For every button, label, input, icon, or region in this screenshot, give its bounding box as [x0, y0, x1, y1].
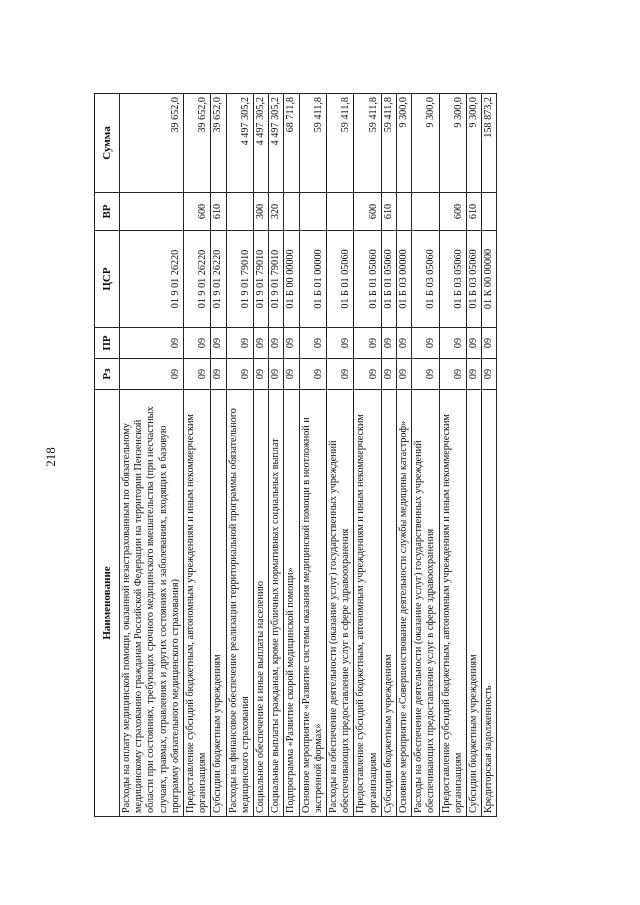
table-row [381, 94, 396, 817]
cell-name: Основное мероприятие «Совершенствование деятельности службы медицины катастроф» [397, 390, 412, 817]
header-vr: ВР [95, 193, 120, 231]
cell-csr: 01 Б 03 05060 [467, 231, 482, 328]
cell-vr [397, 193, 412, 231]
cell-name: Субсидии бюджетным учреждениям [211, 390, 226, 817]
cell-csr: 01 Б 01 05060 [327, 231, 354, 328]
cell-rz: 09 [397, 359, 412, 390]
cell-sum: 39 652,0 [211, 94, 226, 193]
cell-vr [226, 193, 253, 231]
table-row [327, 94, 354, 817]
rotated-table-container [94, 94, 550, 817]
cell-name: Субсидии бюджетным учреждениям [467, 390, 482, 817]
cell-rz: 09 [254, 359, 269, 390]
cell-name: Расходы на оплату медицинской помощи, оказанной незастрахованным по обязательному медицинскому страхованию гражданам Российской Федерации на территории Пензенской области при состояниях, требующих срочного медицинского вмешательства (при несчастных случаях, травмах, отравлениях и других состояниях и заболеваниях, входящих в базовую программу обязательного медицинского страхования) [120, 390, 184, 817]
cell-pr: 09 [439, 328, 466, 359]
cell-rz: 09 [439, 359, 466, 390]
cell-name: Субсидии бюджетным учреждениям [381, 390, 396, 817]
cell-vr: 610 [467, 193, 482, 231]
table-row [184, 94, 211, 817]
cell-pr: 09 [327, 328, 354, 359]
cell-rz: 09 [211, 359, 226, 390]
table-row [299, 94, 326, 817]
cell-sum: 4 497 305,2 [254, 94, 269, 193]
rotated-page-content [94, 94, 550, 817]
table-row [211, 94, 226, 817]
cell-pr: 09 [184, 328, 211, 359]
cell-csr: 01 К 00 00000 [482, 231, 497, 328]
cell-pr: 09 [226, 328, 253, 359]
cell-name: Расходы на обеспечение деятельности (оказание услуг) государственных учреждений обеспечивающих предоставление услуг в сфере здравоохранения [412, 390, 439, 817]
cell-vr: 600 [184, 193, 211, 231]
table-row [439, 94, 466, 817]
cell-name: Предоставление субсидий бюджетным, автономным учреждениям и иным некоммерческим организациям [354, 390, 381, 817]
cell-vr: 610 [381, 193, 396, 231]
cell-name: Подпрограмма «Развитие скорой медицинской помощи» [284, 390, 299, 817]
cell-pr: 09 [269, 328, 284, 359]
cell-rz: 09 [120, 359, 184, 390]
cell-name: Социальное обеспечение и иные выплаты населению [254, 390, 269, 817]
cell-vr [299, 193, 326, 231]
cell-pr: 09 [211, 328, 226, 359]
cell-sum: 39 652,0 [120, 94, 184, 193]
cell-sum: 9 300,0 [467, 94, 482, 193]
cell-sum: 4 497 305,2 [269, 94, 284, 193]
cell-pr: 09 [482, 328, 497, 359]
cell-sum: 59 411,8 [381, 94, 396, 193]
cell-sum: 9 300,0 [397, 94, 412, 193]
cell-vr [120, 193, 184, 231]
cell-rz: 09 [354, 359, 381, 390]
cell-rz: 09 [412, 359, 439, 390]
cell-pr: 09 [299, 328, 326, 359]
cell-pr: 09 [120, 328, 184, 359]
cell-csr: 01 Б 01 05060 [381, 231, 396, 328]
cell-sum: 59 411,8 [327, 94, 354, 193]
cell-csr: 01 9 01 79010 [269, 231, 284, 328]
cell-name: Социальные выплаты гражданам, кроме публичных нормативных социальных выплат [269, 390, 284, 817]
cell-vr [412, 193, 439, 231]
header-rz: Рз [95, 359, 120, 390]
header-sum: Сумма [95, 94, 120, 193]
cell-vr: 300 [254, 193, 269, 231]
cell-csr: 01 Б 01 00000 [299, 231, 326, 328]
cell-vr: 610 [211, 193, 226, 231]
cell-csr: 01 9 01 26220 [211, 231, 226, 328]
cell-sum: 4 497 305,2 [226, 94, 253, 193]
cell-rz: 09 [284, 359, 299, 390]
table-row [254, 94, 269, 817]
cell-vr [327, 193, 354, 231]
cell-csr: 01 Б 03 05060 [439, 231, 466, 328]
cell-csr: 01 Б 00 00000 [284, 231, 299, 328]
table-row [284, 94, 299, 817]
cell-csr: 01 9 01 79010 [254, 231, 269, 328]
cell-rz: 09 [482, 359, 497, 390]
table-body [120, 94, 497, 817]
table-row [226, 94, 253, 817]
cell-csr: 01 9 01 26220 [120, 231, 184, 328]
table-row [412, 94, 439, 817]
cell-sum: 68 711,8 [284, 94, 299, 193]
cell-csr: 01 9 01 26220 [184, 231, 211, 328]
table-row [120, 94, 184, 817]
cell-vr: 600 [439, 193, 466, 231]
cell-pr: 09 [397, 328, 412, 359]
table-row [354, 94, 381, 817]
cell-vr: 320 [269, 193, 284, 231]
cell-sum: 9 300,0 [439, 94, 466, 193]
cell-rz: 09 [184, 359, 211, 390]
table-row [482, 94, 497, 817]
cell-sum: 39 652,0 [184, 94, 211, 193]
table-row [269, 94, 284, 817]
cell-pr: 09 [467, 328, 482, 359]
cell-name: Предоставление субсидий бюджетным, автономным учреждениям и иным некоммерческим организациям [184, 390, 211, 817]
header-pr: ПР [95, 328, 120, 359]
cell-csr: 01 Б 01 05060 [354, 231, 381, 328]
cell-name: Основное мероприятие «Развитие системы оказания медицинской помощи в неотложной и экстренной формах» [299, 390, 326, 817]
header-csr: ЦСР [95, 231, 120, 328]
page-number: 218 [43, 447, 58, 467]
cell-rz: 09 [226, 359, 253, 390]
table-row [397, 94, 412, 817]
budget-table [94, 93, 497, 817]
cell-rz: 09 [299, 359, 326, 390]
cell-name: Предоставление субсидий бюджетным, автономным учреждениям и иным некоммерческим организациям [439, 390, 466, 817]
cell-pr: 09 [381, 328, 396, 359]
table-row [467, 94, 482, 817]
cell-pr: 09 [254, 328, 269, 359]
cell-name: Расходы на финансовое обеспечение реализации территориальной программы обязательного медицинского страхования [226, 390, 253, 817]
cell-vr [482, 193, 497, 231]
cell-csr: 01 Б 03 05060 [412, 231, 439, 328]
cell-sum: 158 873,2 [482, 94, 497, 193]
table-header-row [95, 94, 120, 817]
cell-pr: 09 [412, 328, 439, 359]
cell-rz: 09 [381, 359, 396, 390]
cell-vr [284, 193, 299, 231]
cell-vr: 600 [354, 193, 381, 231]
cell-pr: 09 [354, 328, 381, 359]
header-name: Наименование [95, 390, 120, 817]
cell-sum: 9 300,0 [412, 94, 439, 193]
cell-sum: 59 411,8 [299, 94, 326, 193]
cell-rz: 09 [269, 359, 284, 390]
cell-rz: 09 [327, 359, 354, 390]
cell-sum: 59 411,8 [354, 94, 381, 193]
cell-name: Расходы на обеспечение деятельности (оказание услуг) государственных учреждений обеспечивающих предоставление услуг в сфере здравоохранения [327, 390, 354, 817]
cell-name: Кредиторская задолженность [482, 390, 497, 817]
cell-pr: 09 [284, 328, 299, 359]
cell-rz: 09 [467, 359, 482, 390]
cell-csr: 01 Б 03 00000 [397, 231, 412, 328]
cell-csr: 01 9 01 79010 [226, 231, 253, 328]
